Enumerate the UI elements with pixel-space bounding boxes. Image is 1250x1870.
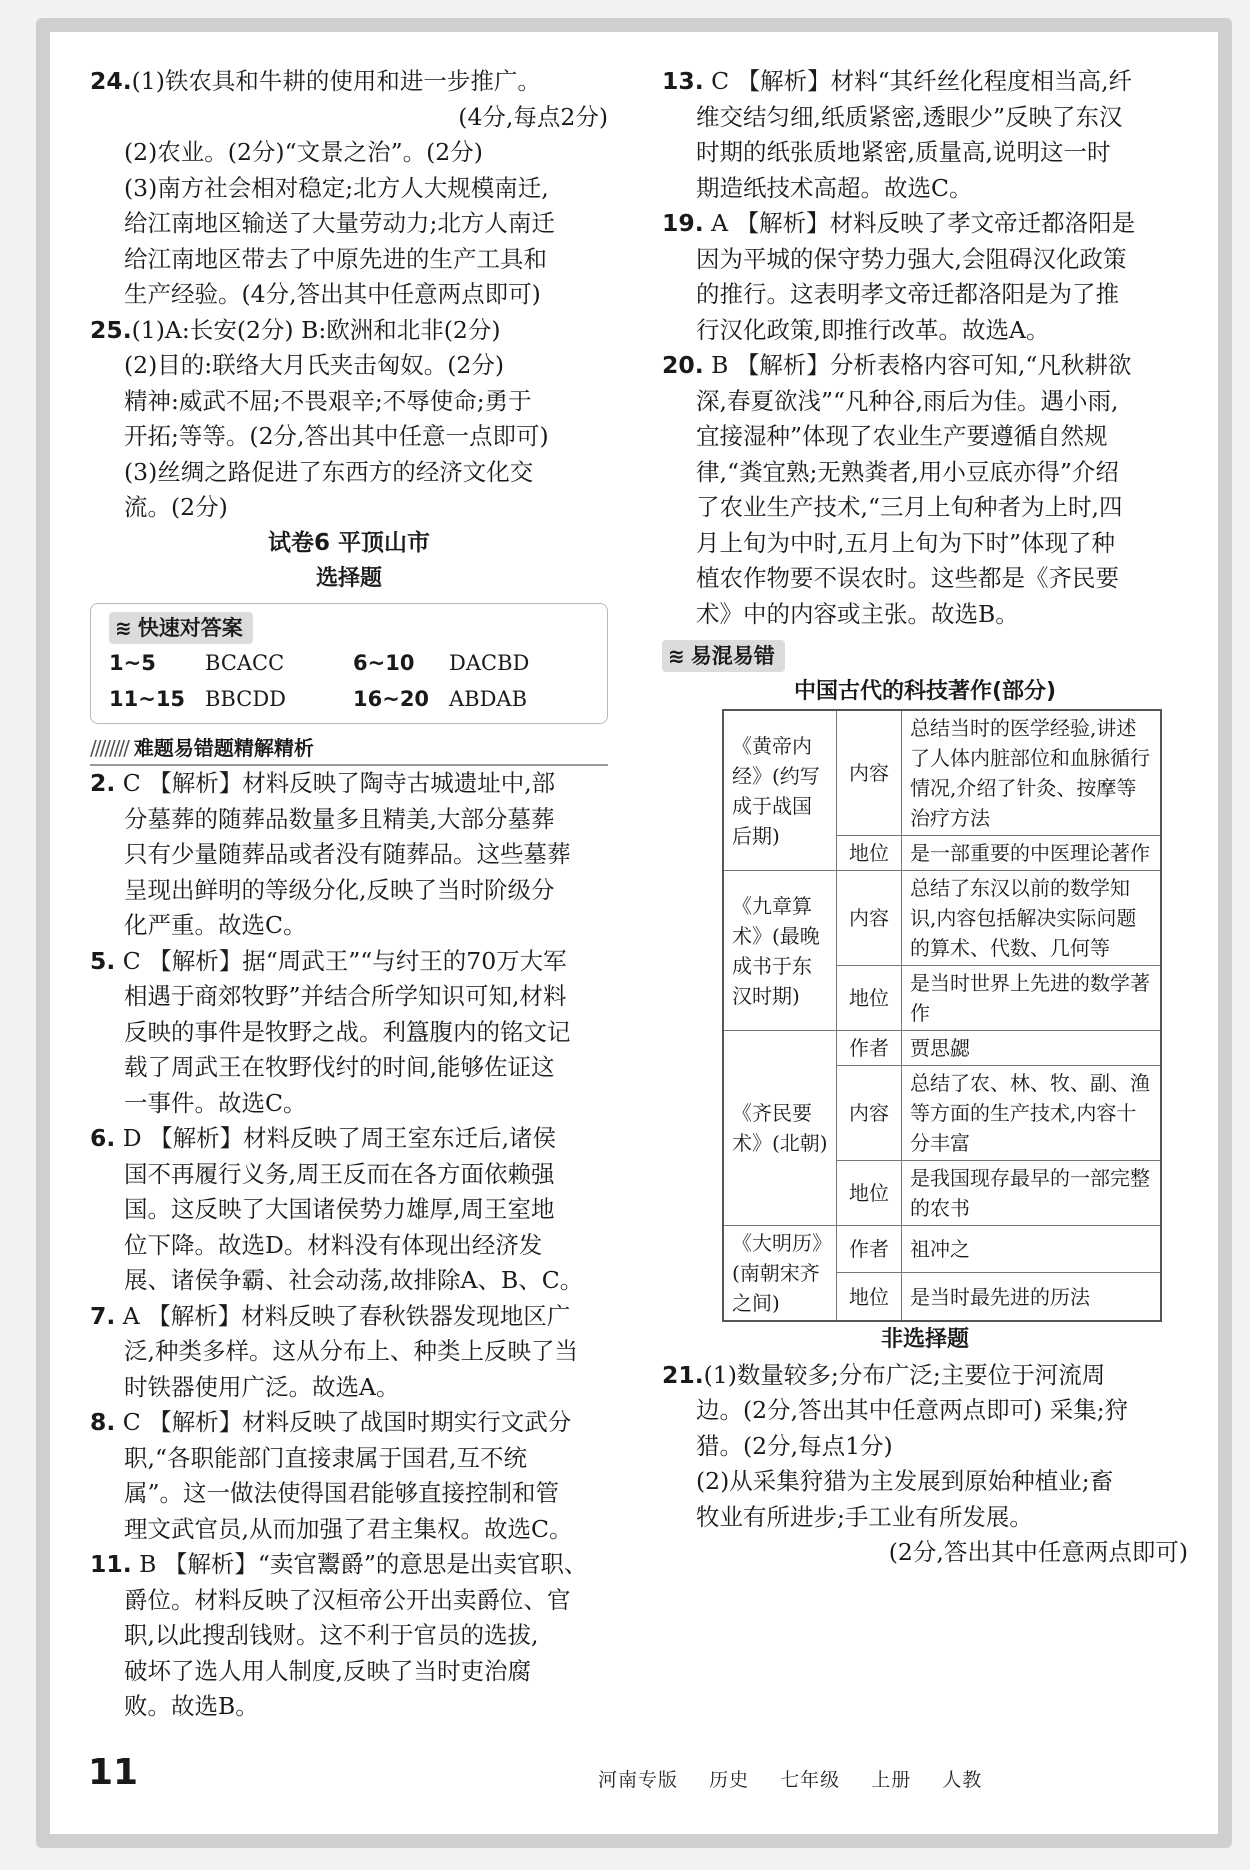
confusion-badge bbox=[662, 640, 785, 672]
question-19 bbox=[662, 206, 1188, 348]
book-cell: 《九章算术》(最晚成书于东汉时期) bbox=[723, 871, 837, 1031]
answer-line: (1)铁农具和牛耕的使用和进一步推广。 bbox=[131, 67, 541, 95]
science-books-table bbox=[722, 709, 1162, 1322]
answer-line: (3)丝绸之路促进了东西方的经济文化交 bbox=[124, 457, 534, 486]
answer-line: 给江南地区输送了大量劳动力;北方人南迁 bbox=[124, 209, 555, 237]
answer-range: 6~10 bbox=[353, 651, 415, 675]
answer-line: C 【解析】材料“其纤丝化程度相当高,纤 bbox=[711, 67, 1133, 95]
book-cell: 《黄帝内经》(约写成于战国后期) bbox=[723, 710, 837, 871]
answer-line: 月上旬为中时,五月上旬为下时”体现了种 bbox=[696, 528, 1115, 557]
question-number: 2. bbox=[90, 769, 116, 797]
non-select-title: 非选择题 bbox=[880, 1327, 969, 1352]
answer-line: 给江南地区带去了中原先进的生产工具和 bbox=[124, 244, 547, 273]
table-row bbox=[723, 1031, 1161, 1066]
table-row bbox=[723, 710, 1161, 836]
field-label: 地位 bbox=[837, 1161, 902, 1226]
question-7 bbox=[90, 1299, 608, 1406]
answer-line: 时期的纸张质地紧密,质量高,说明这一时 bbox=[696, 138, 1111, 166]
answer-range: 1~5 bbox=[109, 651, 156, 675]
answer-line: 职,以此搜刮钱财。这不利于官员的选拔, bbox=[124, 1621, 539, 1649]
footer-item: 上册 bbox=[871, 1769, 912, 1791]
field-value: 总结了农、林、牧、副、渔等方面的生产技术,内容十分丰富 bbox=[902, 1066, 1162, 1161]
answer-line: 深,春夏欲浅”“凡种谷,雨后为佳。遇小雨, bbox=[696, 386, 1119, 415]
answer-line: B 【解析】“卖官鬻爵”的意思是出卖官职、 bbox=[139, 1550, 588, 1578]
answer-line: 国不再履行义务,周王反而在各方面依赖强 bbox=[124, 1159, 555, 1188]
question-number: 11. bbox=[90, 1550, 132, 1578]
wave-icon: ≋ bbox=[668, 644, 685, 668]
analysis-banner bbox=[90, 732, 608, 766]
answer-line: 相遇于商郊牧野”并结合所学知识可知,材料 bbox=[124, 982, 567, 1010]
answer-line: 维交结匀细,纸质紧密,透眼少”反映了东汉 bbox=[696, 102, 1123, 131]
table-row bbox=[723, 1226, 1161, 1273]
answer-line: 展、诸侯争霸、社会动荡,故排除A、B、C。 bbox=[124, 1266, 584, 1294]
question-number: 8. bbox=[90, 1408, 116, 1436]
section-title: 试卷6 平顶山市 bbox=[267, 529, 430, 556]
quick-answer-box bbox=[90, 603, 608, 725]
field-label: 地位 bbox=[837, 836, 902, 871]
answer-line: 精神:威武不屈;不畏艰辛;不辱使命;勇于 bbox=[124, 386, 532, 415]
answer-line: C 【解析】据“周武王”“与纣王的70万大军 bbox=[122, 946, 567, 975]
question-number: 5. bbox=[90, 946, 116, 975]
right-column bbox=[662, 64, 1188, 1571]
answer-line: 律,“粪宜熟;无熟粪者,用小豆底亦得”介绍 bbox=[696, 457, 1119, 486]
question-20 bbox=[662, 348, 1188, 632]
answer-line: (4分,每点2分) bbox=[458, 102, 608, 131]
question-number: 20. bbox=[662, 351, 704, 379]
field-label: 作者 bbox=[837, 1226, 902, 1273]
answer-line: C 【解析】材料反映了战国时期实行文武分 bbox=[122, 1408, 572, 1436]
answer-line: 生产经验。(4分,答出其中任意两点即可) bbox=[124, 280, 541, 308]
answer-line: 开拓;等等。(2分,答出其中任意一点即可) bbox=[124, 422, 549, 450]
question-5 bbox=[90, 944, 608, 1122]
answer-letters: ABDAB bbox=[449, 687, 528, 711]
field-value: 是我国现存最早的一部完整的农书 bbox=[902, 1161, 1162, 1226]
page-number: 11 bbox=[88, 1752, 139, 1793]
answer-line: 期造纸技术高超。故选C。 bbox=[696, 173, 973, 202]
answer-line: 时铁器使用广泛。故选A。 bbox=[124, 1372, 400, 1401]
footer-item: 河南专版 bbox=[598, 1769, 679, 1791]
question-number: 25. bbox=[90, 315, 132, 344]
book-cell: 《齐民要术》(北朝) bbox=[723, 1031, 837, 1226]
answer-line: A 【解析】材料反映了孝文帝迁都洛阳是 bbox=[711, 209, 1136, 237]
answer-line: 了农业生产技术,“三月上旬种者为上时,四 bbox=[696, 493, 1123, 521]
answer-letters: BBCDD bbox=[205, 687, 286, 711]
answer-line: (1)A:长安(2分) B:欧洲和北非(2分) bbox=[131, 315, 501, 344]
quick-answer-grid bbox=[109, 645, 591, 717]
answer-line: 只有少量随葬品或者没有随葬品。这些墓葬 bbox=[124, 840, 571, 868]
answer-line: 呈现出鲜明的等级分化,反映了当时阶级分 bbox=[124, 875, 555, 904]
field-value: 贾思勰 bbox=[902, 1031, 1162, 1066]
question-6 bbox=[90, 1121, 608, 1299]
footer-item: 七年级 bbox=[780, 1769, 841, 1791]
field-value: 总结了东汉以前的数学知识,内容包括解决实际问题的算术、代数、几何等 bbox=[902, 871, 1162, 966]
question-number: 13. bbox=[662, 67, 704, 95]
stripes-icon: //////// bbox=[90, 736, 128, 760]
footer-item: 历史 bbox=[709, 1769, 750, 1791]
footer-item: 人教 bbox=[942, 1769, 983, 1791]
answer-line: (2)从采集狩猎为主发展到原始种植业;畜 bbox=[696, 1467, 1114, 1495]
answer-line: 因为平城的保守势力强大,会阻碍汉化政策 bbox=[696, 244, 1127, 273]
answer-line: 反映的事件是牧野之战。利簋腹内的铭文记 bbox=[124, 1017, 571, 1046]
field-label: 内容 bbox=[837, 710, 902, 836]
answer-line: 败。故选B。 bbox=[124, 1692, 259, 1720]
answer-line: 位下降。故选D。材料没有体现出经济发 bbox=[124, 1230, 543, 1259]
answer-line: B 【解析】分析表格内容可知,“凡秋耕欲 bbox=[711, 351, 1132, 379]
answer-line: 牧业有所进步;手工业有所发展。 bbox=[696, 1502, 1033, 1531]
answer-line: 宜接湿种”体现了农业生产要遵循自然规 bbox=[696, 422, 1108, 450]
banner-label: 难题易错题精解精析 bbox=[133, 736, 314, 760]
field-label: 内容 bbox=[837, 871, 902, 966]
left-column bbox=[90, 64, 608, 1725]
answer-line: 职,“各职能部门直接隶属于国君,互不统 bbox=[124, 1443, 527, 1472]
question-21 bbox=[662, 1358, 1188, 1571]
field-label: 作者 bbox=[837, 1031, 902, 1066]
answer-line: (3)南方社会相对稳定;北方人大规模南迁, bbox=[124, 173, 549, 202]
answer-line: 载了周武王在牧野伐纣的时间,能够佐证这 bbox=[124, 1053, 555, 1081]
answer-line: A 【解析】材料反映了春秋铁器发现地区广 bbox=[122, 1301, 571, 1330]
answer-line: (2)目的:联络大月氏夹击匈奴。(2分) bbox=[124, 351, 504, 379]
answer-line: D 【解析】材料反映了周王室东迁后,诸侯 bbox=[122, 1124, 557, 1152]
question-24 bbox=[90, 64, 608, 313]
field-value: 是当时最先进的历法 bbox=[902, 1273, 1162, 1321]
answer-line: 泛,种类多样。这从分布上、种类上反映了当 bbox=[124, 1337, 578, 1365]
question-number: 7. bbox=[90, 1301, 116, 1330]
wave-icon: ≋ bbox=[115, 615, 132, 640]
field-value: 总结当时的医学经验,讲述了人体内脏部位和血脉循行情况,介绍了针灸、按摩等治疗方法 bbox=[902, 710, 1162, 836]
book-cell: 《大明历》(南朝宋齐之间) bbox=[723, 1226, 837, 1322]
question-13 bbox=[662, 64, 1188, 206]
answer-line: 破坏了选人用人制度,反映了当时吏治腐 bbox=[124, 1656, 531, 1685]
answer-line: 猎。(2分,每点1分) bbox=[696, 1431, 893, 1460]
answer-line: 理文武官员,从而加强了君主集权。故选C。 bbox=[124, 1514, 573, 1543]
field-value: 祖冲之 bbox=[902, 1226, 1162, 1273]
answer-range: 11~15 bbox=[109, 687, 186, 711]
answer-line: 分墓葬的随葬品数量多且精美,大部分墓葬 bbox=[124, 804, 555, 833]
question-number: 24. bbox=[90, 67, 132, 95]
question-8 bbox=[90, 1405, 608, 1547]
answer-letters: BCACC bbox=[205, 651, 285, 675]
table-title: 中国古代的科技著作(部分) bbox=[793, 678, 1057, 704]
answer-line: 边。(2分,答出其中任意两点即可) 采集;狩 bbox=[696, 1396, 1129, 1424]
answer-line: 国。这反映了大国诸侯势力雄厚,周王室地 bbox=[124, 1195, 555, 1223]
answer-line: 行汉化政策,即推行改革。故选A。 bbox=[696, 315, 1050, 344]
answer-range: 16~20 bbox=[353, 687, 430, 711]
answer-line: (2)农业。(2分)“文景之治”。(2分) bbox=[124, 138, 483, 166]
confusion-header bbox=[662, 638, 1188, 674]
answer-line: 化严重。故选C。 bbox=[124, 911, 307, 939]
answer-line: 术》中的内容或主张。故选B。 bbox=[696, 599, 1019, 628]
quick-answer-badge bbox=[109, 612, 253, 644]
answer-line: 一事件。故选C。 bbox=[124, 1088, 307, 1117]
field-label: 地位 bbox=[837, 966, 902, 1031]
answer-line: 流。(2分) bbox=[124, 493, 228, 521]
question-number: 6. bbox=[90, 1124, 116, 1152]
question-number: 21. bbox=[662, 1360, 704, 1389]
footer-meta bbox=[598, 1765, 1006, 1792]
field-value: 是当时世界上先进的数学著作 bbox=[902, 966, 1162, 1031]
field-value: 是一部重要的中医理论著作 bbox=[902, 836, 1162, 871]
answer-line: 属”。这一做法使得国君能够直接控制和管 bbox=[124, 1479, 560, 1507]
question-2 bbox=[90, 766, 608, 944]
answer-line: (1)数量较多;分布广泛;主要位于河流周 bbox=[703, 1360, 1106, 1389]
badge-label: 快速对答案 bbox=[137, 615, 243, 640]
answer-line: 爵位。材料反映了汉桓帝公开出卖爵位、官 bbox=[124, 1585, 571, 1614]
question-25 bbox=[90, 313, 608, 526]
badge-label: 易混易错 bbox=[690, 644, 775, 668]
answer-line: (2分,答出其中任意两点即可) bbox=[888, 1538, 1188, 1566]
question-11 bbox=[90, 1547, 608, 1725]
question-number: 19. bbox=[662, 209, 704, 237]
field-label: 地位 bbox=[837, 1273, 902, 1321]
table-row bbox=[723, 871, 1161, 966]
answer-line: 植农作物要不误农时。这些都是《齐民要 bbox=[696, 564, 1119, 592]
field-label: 内容 bbox=[837, 1066, 902, 1161]
answer-line: C 【解析】材料反映了陶寺古城遗址中,部 bbox=[122, 769, 556, 797]
answer-letters: DACBD bbox=[449, 651, 530, 675]
section-subtitle: 选择题 bbox=[315, 566, 382, 591]
answer-line: 的推行。这表明孝文帝迁都洛阳是为了推 bbox=[696, 280, 1119, 308]
